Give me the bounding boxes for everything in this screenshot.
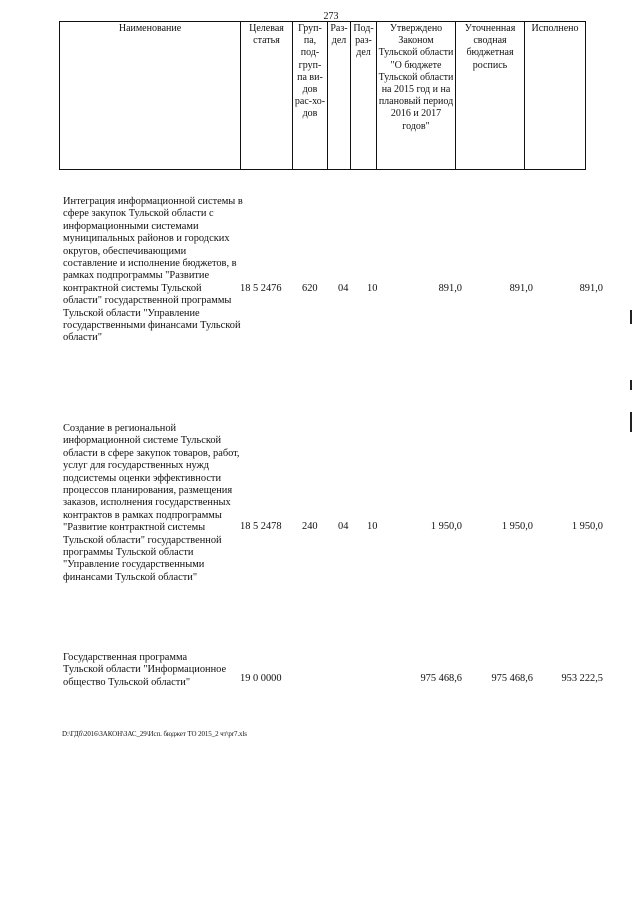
row-group: 620 bbox=[302, 283, 318, 294]
column-header-group: Груп-па, под-груп-па ви-дов рас-хо-дов bbox=[293, 22, 328, 170]
row-name: Создание в региональной информационной системе Тульской области в сфере закупок товаров, работ, услуг для государственных нужд подсистемы оценки эффективности процессов планирования, размещения заказов, исполнения государственных контрактов в рамках подпрограммы "Развитие контрактной системы Тульской области" государственной программы Тульской области "Управление государственными финансами Тульской области" bbox=[63, 423, 240, 583]
column-header-name: Наименование bbox=[60, 22, 241, 170]
column-header-approved: Утверждено Законом Тульской области "О бюджете Тульской области на 2015 год и на плановый период 2016 и 2017 годов" bbox=[377, 22, 456, 170]
column-header-target: Целевая статья bbox=[241, 22, 293, 170]
column-header-subsection: Под-раз-дел bbox=[351, 22, 377, 170]
row-executed: 1 950,0 bbox=[571, 521, 603, 532]
row-executed: 953 222,5 bbox=[561, 673, 603, 684]
row-target: 18 5 2476 bbox=[240, 283, 282, 294]
row-name: Государственная программа Тульской области "Информационное общество Тульской области" bbox=[63, 652, 227, 688]
row-executed: 891,0 bbox=[579, 283, 603, 294]
scan-edge-mark bbox=[630, 310, 632, 324]
file-path-footer: D:\ГДб\2016\ЗАКОН\ЗАС_29\Исп. бюджет ТО 2015_2 чт\pr7.xls bbox=[62, 730, 247, 738]
row-section: 04 bbox=[338, 283, 349, 294]
row-approved: 1 950,0 bbox=[430, 521, 462, 532]
column-header-section: Раз-дел bbox=[328, 22, 351, 170]
row-subsection: 10 bbox=[367, 283, 378, 294]
row-refined: 1 950,0 bbox=[501, 521, 533, 532]
row-subsection: 10 bbox=[367, 521, 378, 532]
row-refined: 891,0 bbox=[509, 283, 533, 294]
row-approved: 975 468,6 bbox=[420, 673, 462, 684]
page-number: 273 bbox=[323, 11, 339, 22]
row-refined: 975 468,6 bbox=[491, 673, 533, 684]
column-header-refined: Уточненная сводная бюджетная роспись bbox=[456, 22, 525, 170]
row-target: 18 5 2478 bbox=[240, 521, 282, 532]
scan-edge-mark bbox=[630, 380, 632, 390]
row-name: Интеграция информационной системы в сфере закупок Тульской области с информационными системами муниципальных районов и городских округов, обеспечивающими составление и исполнение бюджетов, в рамках подпрограммы "Развитие контрактной системы Тульской области" государственной программы Тульской области "Управление государственными финансами Тульской области" bbox=[63, 196, 243, 344]
column-header-executed: Исполнено bbox=[525, 22, 586, 170]
table-header bbox=[59, 21, 586, 170]
row-target: 19 0 0000 bbox=[240, 673, 282, 684]
row-section: 04 bbox=[338, 521, 349, 532]
row-group: 240 bbox=[302, 521, 318, 532]
scan-edge-mark bbox=[630, 412, 632, 432]
row-approved: 891,0 bbox=[438, 283, 462, 294]
